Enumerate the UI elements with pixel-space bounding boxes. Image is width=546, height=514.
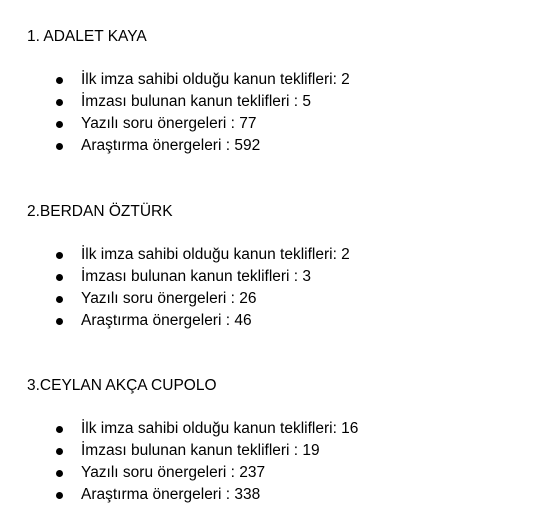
bullet-icon: [56, 274, 63, 281]
list-item-text: Yazılı soru önergeleri : 237: [81, 464, 266, 481]
list-item-text: İmzası bulunan kanun teklifleri : 19: [81, 442, 320, 459]
bullet-icon: [56, 296, 63, 303]
list-item-text: Yazılı soru önergeleri : 26: [81, 290, 257, 307]
list-item-text: Araştırma önergeleri : 338: [81, 486, 261, 503]
bullet-icon: [56, 252, 63, 259]
bullet-icon: [56, 318, 63, 325]
list-item-text: İlk imza sahibi olduğu kanun teklifleri: 16: [81, 420, 359, 437]
bullet-icon: [56, 492, 63, 499]
bullet-icon: [56, 143, 63, 150]
list-item-text: Araştırma önergeleri : 592: [81, 137, 261, 154]
bullet-icon: [56, 99, 63, 106]
deputy-heading: 3.CEYLAN AKÇA CUPOLO: [27, 377, 217, 394]
deputy-heading: 2.BERDAN ÖZTÜRK: [27, 203, 173, 220]
bullet-icon: [56, 77, 63, 84]
bullet-icon: [56, 121, 63, 128]
deputy-heading: 1. ADALET KAYA: [27, 28, 147, 45]
list-item-text: İmzası bulunan kanun teklifleri : 3: [81, 268, 312, 285]
bullet-icon: [56, 470, 63, 477]
bullet-icon: [56, 426, 63, 433]
list-item-text: İlk imza sahibi olduğu kanun teklifleri: 2: [81, 71, 350, 88]
list-item-text: İmzası bulunan kanun teklifleri : 5: [81, 93, 312, 110]
list-item-text: Yazılı soru önergeleri : 77: [81, 115, 257, 132]
list-item-text: İlk imza sahibi olduğu kanun teklifleri: 2: [81, 246, 350, 263]
bullet-icon: [56, 448, 63, 455]
list-item-text: Araştırma önergeleri : 46: [81, 312, 252, 329]
